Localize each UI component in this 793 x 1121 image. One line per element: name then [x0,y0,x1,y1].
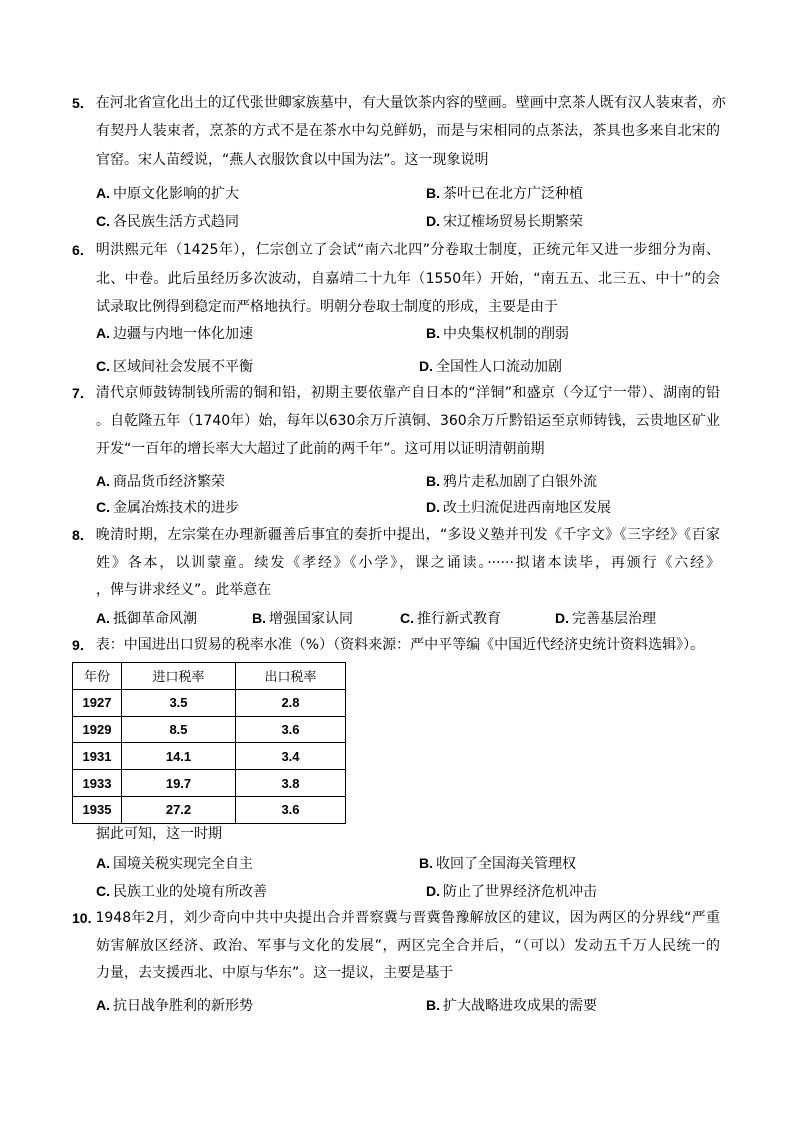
option-c [96,207,239,236]
option-a [96,319,253,348]
table-cell-year: 1933 [73,770,122,797]
table-header-import-rate: 进口税率 [122,663,236,690]
table-header-row [73,663,346,690]
option-text: 中原文化影响的扩大 [113,186,239,202]
question-7-stem-line-3: 开发“一百年的增长率大大超过了此前的两千年”。这可用以证明清朝前期 [96,441,545,457]
stem-text: 1948年2月，刘少奇向中共中央提出合并晋察冀与晋冀鲁豫解放区的建议，因为两区的分界线“严重 [95,910,720,926]
option-text: 国境关税实现完全自主 [113,856,253,872]
question-6-stem-line-3: 试录取比例得到稳定而严格地执行。明朝分卷取士制度的形成，主要是由于 [96,299,558,315]
question-10-options-row-1 [0,991,793,1019]
table-cell-export-rate: 3.8 [236,770,346,797]
table-cell-year: 1931 [73,743,122,770]
question-9-prompt: 据此可知，这一时期 [96,826,222,842]
option-text: 鸦片走私加剧了白银外流 [443,474,597,490]
question-6-options-row-2 [0,352,793,380]
option-label: D. [419,358,433,374]
option-text: 防止了世界经济危机冲击 [443,884,597,900]
option-b [426,179,583,208]
option-b [426,467,597,496]
question-8-stem-line-1 [72,521,720,549]
option-b [419,849,576,878]
option-label: B. [426,185,440,201]
question-8-options-row [0,604,793,632]
question-7-stem-line-1 [72,379,720,407]
question-6-stem-line-2: 北、中卷。此后虽经历多次波动，自嘉靖二十九年（1550年）开始，“南五五、北三五、中十”的会 [96,271,720,287]
option-text: 抵御革命风潮 [113,611,197,627]
option-c [96,877,267,906]
option-label: B. [426,325,440,341]
stem-text: 在河北省宣化出土的辽代张世卿家族墓中，有大量饮茶内容的壁画。壁画中烹茶人既有汉人装束者，亦 [95,95,726,111]
table-cell-year: 1935 [73,796,122,823]
option-text: 增强国家认同 [269,611,353,627]
option-text: 收回了全国海关管理权 [436,856,576,872]
option-text: 区域间社会发展不平衡 [113,359,253,375]
table-cell-export-rate: 3.6 [236,796,346,823]
option-text: 民族工业的处境有所改善 [113,884,267,900]
table-row [73,743,346,770]
question-5-stem-line-3: 官窑。宋人苗绶说，“燕人衣服饮食以中国为法”。这一现象说明 [96,152,489,168]
option-text: 中央集权机制的削弱 [443,326,569,342]
question-5-options-row-1 [0,179,793,207]
question-7-stem-line-2: 。自乾隆五年（1740年）始，每年以630余万斤滇铜、360余万斤黔铅运至京师铸钱，云贵地区矿业 [96,413,720,429]
option-text: 推行新式教育 [417,611,501,627]
table-row [73,716,346,743]
option-d [426,877,597,906]
option-c [400,604,501,633]
option-label: D. [426,213,440,229]
question-10-stem-line-3: 力量，去支援西北、中原与华东”。这一提议，主要是基于 [96,965,454,981]
option-text: 抗日战争胜利的新形势 [113,998,253,1014]
table-cell-export-rate: 3.4 [236,743,346,770]
option-d [419,352,562,381]
option-a [96,604,197,633]
option-a [96,467,225,496]
option-text: 茶叶已在北方广泛种植 [443,186,583,202]
stem-text: 晚清时期，左宗棠在办理新疆善后事宜的奏折中提出，“多设义塾并刊发《千字文》《三字经》《百家 [95,527,720,543]
question-10-stem-line-1 [72,904,720,932]
table-cell-year: 1927 [73,689,122,716]
table-cell-export-rate: 3.6 [236,716,346,743]
option-b [252,604,353,633]
question-number: 9． [72,637,94,653]
table-cell-export-rate: 2.8 [236,689,346,716]
option-label: A. [96,997,110,1013]
question-9-options-row-1 [0,849,793,877]
option-text: 全国性人口流动加剧 [436,359,562,375]
stem-text: 清代京师鼓铸制钱所需的铜和铅，初期主要依靠产自日本的“洋铜”和盛京（今辽宁一带）、湖南的铅 [95,385,720,401]
question-9-options-row-2 [0,877,793,905]
question-number: 8． [72,527,94,543]
table-cell-import-rate: 3.5 [122,689,236,716]
table-cell-import-rate: 8.5 [122,716,236,743]
question-number: 6． [72,242,94,258]
option-text: 宋辽榷场贸易长期繁荣 [443,214,583,230]
option-label: B. [426,997,440,1013]
option-text: 扩大战略进攻成果的需要 [443,998,597,1014]
question-7-options-row-2 [0,493,793,521]
option-label: D. [426,883,440,899]
option-b [426,991,597,1020]
option-label: B. [419,855,433,871]
option-label: C. [96,358,110,374]
stem-text: 表：中国进出口贸易的税率水准（%）（资料来源：严中平等编《中国近代经济史统计资料选辑》）。 [95,637,705,653]
table-row [73,689,346,716]
option-d [555,604,656,633]
option-label: B. [252,610,266,626]
option-label: C. [400,610,414,626]
option-label: A. [96,473,110,489]
option-text: 边疆与内地一体化加速 [113,326,253,342]
question-6-options-row-1 [0,319,793,347]
option-label: C. [96,213,110,229]
question-5-stem-line-2: 有契丹人装束者，烹茶的方式不是在茶水中勾兑鲜奶，而是与宋相同的点茶法，茶具也多来自北宋的 [96,123,720,139]
option-label: A. [96,325,110,341]
option-label: C. [96,883,110,899]
option-text: 金属冶炼技术的进步 [113,500,239,516]
option-a [96,179,239,208]
question-5-stem-line-1 [72,89,726,117]
option-text: 完善基层治理 [572,611,656,627]
option-text: 商品货币经济繁荣 [113,474,225,490]
question-7-options-row-1 [0,467,793,495]
question-10-stem-line-2: 妨害解放区经济、政治、军事与文化的发展”，两区完全合并后，“（可以）发动五千万人民统一的 [96,938,720,954]
tariff-rate-table [72,662,346,824]
question-6-stem-line-1 [72,236,720,264]
question-number: 5． [72,95,94,111]
question-5-options-row-2 [0,207,793,235]
table-cell-import-rate: 19.7 [122,770,236,797]
question-number: 10. [72,910,92,926]
option-label: A. [96,855,110,871]
option-a [96,991,253,1020]
table-cell-import-rate: 27.2 [122,796,236,823]
question-8-stem-line-3: ，俾与讲求经义”。此举意在 [96,582,272,598]
table-cell-import-rate: 14.1 [122,743,236,770]
option-label: B. [426,473,440,489]
option-c [96,352,253,381]
option-label: D. [555,610,569,626]
option-label: C. [96,499,110,515]
table-row [73,770,346,797]
option-label: A. [96,185,110,201]
question-number: 7． [72,385,94,401]
option-text: 各民族生活方式趋同 [113,214,239,230]
option-b [426,319,569,348]
table-header-export-rate: 出口税率 [236,663,346,690]
stem-text: 明洪熙元年（1425年），仁宗创立了会试“南六北四”分卷取士制度，正统元年又进一步细分为南、 [95,242,720,258]
table-header-year: 年份 [73,663,122,690]
option-d [426,493,611,522]
option-text: 改土归流促进西南地区发展 [443,500,611,516]
option-a [96,849,253,878]
table-cell-year: 1929 [73,716,122,743]
option-d [426,207,583,236]
option-label: A. [96,610,110,626]
question-8-stem-line-2: 姓》各本，以训蒙童。续发《孝经》《小学》，课之诵读。······拟诸本读毕，再颁行《六经》 [96,555,720,571]
option-c [96,493,239,522]
question-9-stem-line-1 [72,631,720,659]
option-label: D. [426,499,440,515]
